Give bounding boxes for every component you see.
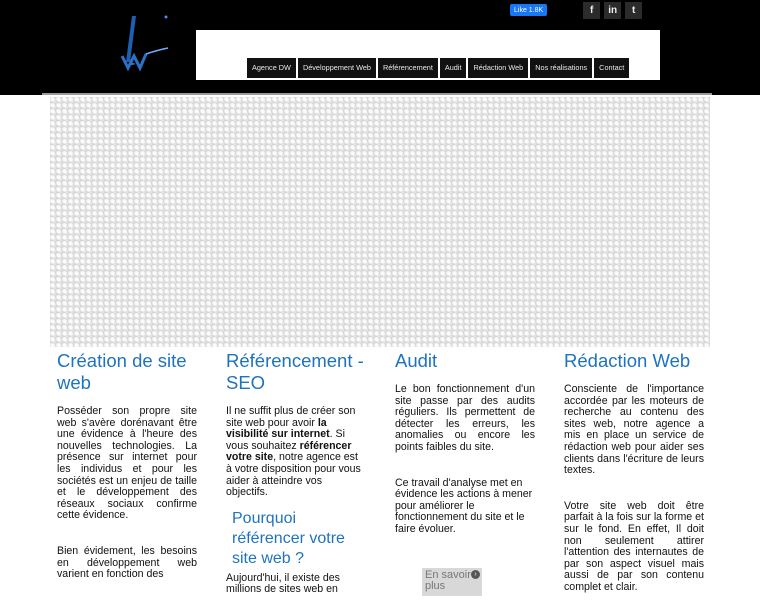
column-text: Aujourd'hui, il existe des millions de sites web en bbox=[226, 571, 340, 596]
chevron-right-icon: › bbox=[471, 570, 480, 579]
header-divider bbox=[42, 93, 712, 95]
column-referencement bbox=[226, 350, 366, 596]
column-title: Création de site web bbox=[57, 350, 187, 393]
site-header bbox=[0, 0, 760, 95]
nav-agence-dw[interactable]: Agence DW bbox=[247, 58, 296, 78]
facebook-icon[interactable]: f bbox=[583, 2, 600, 19]
column-creation-site bbox=[57, 350, 197, 581]
dw-logo[interactable] bbox=[118, 12, 170, 72]
nav-audit[interactable]: Audit bbox=[440, 58, 467, 78]
column-text: Le bon fonctionnement d'un site passe par des audits réguliers. Ils permettent de détecter les erreurs, les anomalies ou encore les points faibles du site. bbox=[395, 383, 535, 453]
social-bar bbox=[510, 2, 642, 18]
en-savoir-plus-button[interactable]: En savoir plus › bbox=[422, 568, 482, 596]
column-text: Posséder son propre site web s'avère dorénavant être une évidence à l'heure des nouvelles technologies. La présence sur internet pour les individus et pour les sociétés est un enjeu de taille et le développement des réseaux sociaux confirme cette évidence. bbox=[57, 405, 197, 522]
nav-redaction-web[interactable]: Rédaction Web bbox=[468, 58, 528, 78]
nav-nos-realisations[interactable]: Nos réalisations bbox=[530, 58, 592, 78]
hero-banner bbox=[50, 97, 710, 347]
column-title: Rédaction Web bbox=[564, 350, 691, 371]
linkedin-icon[interactable]: in bbox=[604, 2, 621, 19]
column-redaction-web bbox=[564, 350, 704, 594]
nav-contact[interactable]: Contact bbox=[594, 58, 629, 78]
column-title: Audit bbox=[395, 350, 438, 371]
nav-referencement[interactable]: Référencement bbox=[378, 58, 438, 78]
column-text: Bien évidement, les besoins en développement web varient en fonction des bbox=[57, 544, 197, 581]
column-title: Référencement - SEO bbox=[226, 350, 364, 393]
column-text: Ce travail d'analyse met en évidence les actions à mener pour améliorer le fonctionnement du site et le faire évoluer. bbox=[395, 476, 533, 535]
main-nav bbox=[247, 58, 629, 78]
twitter-icon[interactable]: t bbox=[625, 2, 642, 19]
column-audit bbox=[395, 350, 535, 536]
nav-developpement-web[interactable]: Développement Web bbox=[298, 58, 376, 78]
column-text: Il ne suffit plus de créer son site web pour avoir la visibilité sur internet. Si vous souhaitez référencer votre site, notre agence est à votre disposition pour vous aider à atteindre vos objectifs. bbox=[226, 405, 361, 499]
column-text: Consciente de l'importance accordée par les moteurs de recherche au contenu des sites web, notre agence a mis en place un service de rédaction web pour aider ses clients dans l'écriture de leurs textes. bbox=[564, 383, 704, 477]
column-text: Votre site web doit être parfait à la fois sur la forme et sur le fond. En effet, Il doit non seulement attirer l'attention des internautes de par son aspect visuel mais aussi de par son contenu complet et clair. bbox=[564, 499, 704, 593]
facebook-like-button[interactable]: Like 1.8K bbox=[510, 4, 547, 16]
column-subtitle: Pourquoi référencer votre site web ? bbox=[232, 509, 345, 567]
